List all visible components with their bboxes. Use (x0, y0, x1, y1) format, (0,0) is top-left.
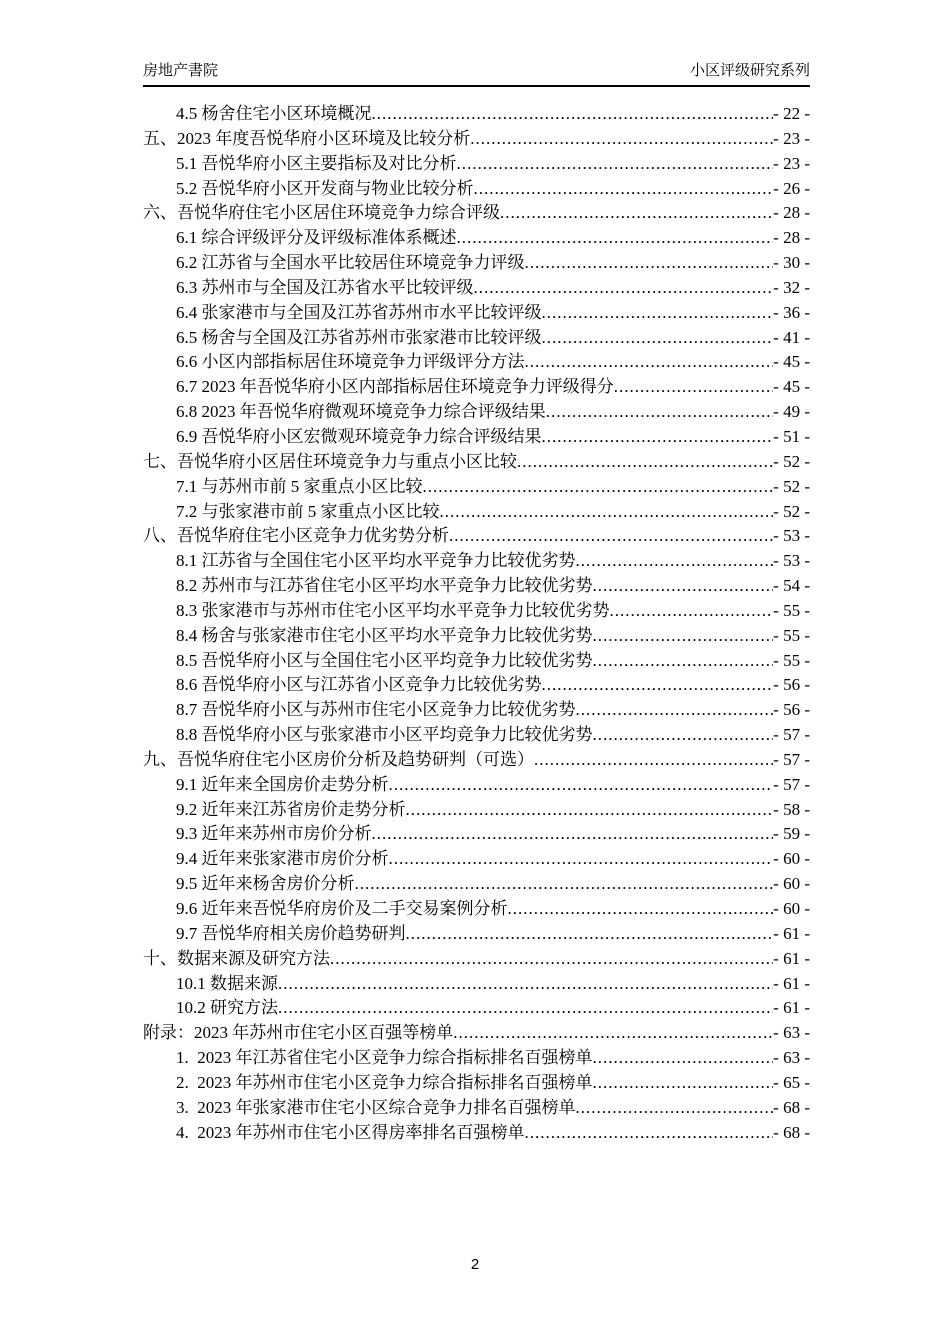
toc-entry[interactable] (143, 226, 810, 251)
toc-entry-title: 6.3 苏州市与全国及江苏省水平比较评级 (176, 277, 474, 297)
toc-entry[interactable] (143, 549, 810, 574)
toc-leader-dots (525, 1121, 774, 1146)
toc-leader-dots (440, 500, 774, 525)
toc-entry[interactable] (143, 773, 810, 798)
toc-leader-dots (542, 425, 774, 450)
toc-entry-title: 6.1 综合评级评分及评级标准体系概述 (176, 228, 457, 248)
toc-entry[interactable] (143, 1096, 810, 1121)
toc-entry-page: - 53 - (773, 551, 810, 571)
toc-entry-title: 9.5 近年来杨舍房价分析 (176, 874, 355, 894)
toc-entry-title: 1. 2023 年江苏省住宅小区竞争力综合指标排名百强榜单 (176, 1048, 593, 1068)
toc-leader-dots (593, 723, 774, 748)
toc-entry-title: 3. 2023 年张家港市住宅小区综合竞争力排名百强榜单 (176, 1097, 576, 1117)
toc-leader-dots (372, 822, 774, 847)
toc-entry[interactable] (143, 301, 810, 326)
toc-entry[interactable] (143, 698, 810, 723)
toc-entry[interactable] (143, 201, 810, 226)
toc-entry-title: 5.1 吾悦华府小区主要指标及对比分析 (176, 153, 457, 173)
toc-entry[interactable] (143, 152, 810, 177)
toc-entry[interactable] (143, 1121, 810, 1146)
header-left-text: 房地产書院 (143, 62, 219, 79)
toc-entry-page: - 60 - (773, 874, 810, 894)
toc-leader-dots (457, 226, 774, 251)
toc-entry[interactable] (143, 1071, 810, 1096)
toc-entry-title: 6.9 吾悦华府小区宏微观环境竞争力综合评级结果 (176, 426, 542, 446)
toc-leader-dots (542, 301, 774, 326)
toc-leader-dots (389, 773, 774, 798)
toc-leader-dots (593, 574, 774, 599)
toc-leader-dots (406, 798, 774, 823)
toc-entry[interactable] (143, 972, 810, 997)
toc-entry-page: - 61 - (773, 948, 810, 968)
toc-entry[interactable] (143, 1046, 810, 1071)
toc-entry-title: 9.2 近年来江苏省房价走势分析 (176, 799, 406, 819)
page-footer (0, 1256, 950, 1273)
toc-entry[interactable] (143, 375, 810, 400)
toc-entry[interactable] (143, 947, 810, 972)
toc-leader-dots (576, 1096, 774, 1121)
toc-entry-page: - 26 - (773, 178, 810, 198)
toc-entry[interactable] (143, 276, 810, 301)
toc-leader-dots (457, 152, 774, 177)
header-right-text: 小区评级研究系列 (689, 62, 810, 79)
toc-entry[interactable] (143, 425, 810, 450)
toc-entry[interactable] (143, 897, 810, 922)
toc-leader-dots (449, 524, 773, 549)
toc-leader-dots (593, 624, 774, 649)
toc-leader-dots (372, 102, 774, 127)
toc-entry-title: 2. 2023 年苏州市住宅小区竞争力综合指标排名百强榜单 (176, 1072, 593, 1092)
toc-entry-title: 附录：2023 年苏州市住宅小区百强等榜单 (143, 1023, 454, 1043)
toc-entry-page: - 41 - (773, 327, 810, 347)
toc-entry-title: 9.7 吾悦华府相关房价趋势研判 (176, 923, 406, 943)
toc-entry-title: 九、吾悦华府住宅小区房价分析及趋势研判（可选） (143, 749, 534, 769)
toc-leader-dots (330, 947, 773, 972)
toc-entry-page: - 55 - (773, 625, 810, 645)
toc-entry[interactable] (143, 922, 810, 947)
toc-entry-title: 八、吾悦华府住宅小区竞争力优劣势分析 (143, 526, 449, 546)
toc-entry-title: 8.1 江苏省与全国住宅小区平均水平竞争力比较优劣势 (176, 551, 576, 571)
toc-leader-dots (278, 972, 773, 997)
toc-entry[interactable] (143, 475, 810, 500)
toc-entry-title: 9.6 近年来吾悦华府房价及二手交易案例分析 (176, 899, 508, 918)
toc-entry-page: - 53 - (773, 526, 810, 546)
toc-entry-page: - 58 - (773, 799, 810, 819)
toc-entry-page: - 59 - (773, 824, 810, 844)
toc-entry-page: - 55 - (773, 650, 810, 670)
toc-entry-title: 8.8 吾悦华府小区与张家港市小区平均竞争力比较优劣势 (176, 725, 593, 745)
toc-leader-dots (576, 549, 774, 574)
toc-leader-dots (470, 127, 773, 152)
toc-entry-page: - 30 - (773, 253, 810, 273)
toc-leader-dots (542, 673, 774, 698)
toc-leader-dots (517, 450, 773, 475)
toc-entry[interactable] (143, 500, 810, 525)
toc-entry-title: 6.7 2023 年吾悦华府小区内部指标居住环境竞争力评级得分 (176, 377, 614, 397)
toc-entry-page: - 55 - (773, 600, 810, 620)
toc-entry-page: - 49 - (773, 402, 810, 422)
toc-entry-page: - 57 - (773, 725, 810, 745)
toc-leader-dots (534, 748, 773, 773)
toc-entry-title: 十、数据来源及研究方法 (143, 948, 330, 968)
toc-entry-page: - 65 - (773, 1072, 810, 1092)
toc-entry[interactable] (143, 450, 810, 475)
toc-entry[interactable] (143, 1021, 810, 1046)
toc-entry[interactable] (143, 400, 810, 425)
toc-entry[interactable] (143, 524, 810, 549)
page-number: 2 (470, 1256, 480, 1273)
toc-entry[interactable] (143, 872, 810, 897)
toc-entry[interactable] (143, 599, 810, 624)
toc-entry-page: - 68 - (773, 1122, 810, 1142)
toc-entry-title: 8.5 吾悦华府小区与全国住宅小区平均竞争力比较优劣势 (176, 650, 593, 670)
toc-entry[interactable] (143, 350, 810, 375)
toc-leader-dots (508, 897, 774, 922)
toc-entry-page: - 52 - (773, 476, 810, 496)
toc-entry[interactable] (143, 748, 810, 773)
toc-leader-dots (389, 847, 774, 872)
toc-entry-page: - 61 - (773, 923, 810, 943)
toc-entry-title: 9.3 近年来苏州市房价分析 (176, 824, 372, 844)
toc-entry-title: 8.6 吾悦华府小区与江苏省小区竞争力比较优劣势 (176, 675, 542, 695)
toc-entry[interactable] (143, 673, 810, 698)
toc-entry[interactable] (143, 127, 810, 152)
toc-entry-title: 6.2 江苏省与全国水平比较居住环境竞争力评级 (176, 253, 525, 273)
toc-entry-page: - 61 - (773, 973, 810, 993)
toc-entry-title: 9.1 近年来全国房价走势分析 (176, 774, 389, 794)
toc-entry[interactable] (143, 723, 810, 748)
toc-leader-dots (525, 251, 774, 276)
toc-entry-page: - 68 - (773, 1097, 810, 1117)
toc-entry-title: 10.1 数据来源 (176, 973, 278, 993)
toc-entry-page: - 45 - (773, 352, 810, 372)
toc-entry-page: - 60 - (773, 849, 810, 869)
toc-entry[interactable] (143, 251, 810, 276)
toc-entry-title: 6.6 小区内部指标居住环境竞争力评级评分方法 (176, 352, 525, 372)
toc-entry[interactable] (143, 177, 810, 202)
toc-entry[interactable] (143, 649, 810, 674)
toc-entry-page: - 54 - (773, 576, 810, 596)
toc-entry-title: 七、吾悦华府小区居住环境竞争力与重点小区比较 (143, 451, 517, 471)
toc-entry-title: 6.4 张家港市与全国及江苏省苏州市水平比较评级 (176, 302, 542, 322)
toc-entry-title: 8.2 苏州市与江苏省住宅小区平均水平竞争力比较优劣势 (176, 576, 593, 596)
toc-entry[interactable] (143, 822, 810, 847)
toc-entry-page: - 52 - (773, 451, 810, 471)
toc-leader-dots (355, 872, 774, 897)
toc-leader-dots (610, 599, 774, 624)
toc-entry-page: - 52 - (773, 501, 810, 521)
toc-entry[interactable] (143, 847, 810, 872)
toc-leader-dots (278, 996, 773, 1021)
toc-leader-dots (546, 400, 773, 425)
toc-entry[interactable] (143, 574, 810, 599)
toc-entry-page: - 28 - (773, 203, 810, 223)
toc-entry[interactable] (143, 624, 810, 649)
toc-entry-page: - 63 - (773, 1023, 810, 1043)
toc-leader-dots (423, 475, 774, 500)
toc-entry-page: - 32 - (773, 277, 810, 297)
toc-entry-title: 9.4 近年来张家港市房价分析 (176, 849, 389, 869)
toc-leader-dots (593, 1071, 774, 1096)
toc-entry-title: 6.8 2023 年吾悦华府微观环境竞争力综合评级结果 (176, 402, 546, 422)
table-of-contents (143, 102, 810, 1145)
toc-entry-title: 7.2 与张家港市前 5 家重点小区比较 (176, 501, 440, 521)
toc-leader-dots (542, 326, 774, 351)
toc-entry-title: 7.1 与苏州市前 5 家重点小区比较 (176, 476, 423, 496)
toc-entry-title: 4. 2023 年苏州市住宅小区得房率排名百强榜单 (176, 1122, 525, 1142)
toc-leader-dots (406, 922, 774, 947)
toc-leader-dots (614, 375, 773, 400)
toc-entry-title: 五、2023 年度吾悦华府小区环境及比较分析 (143, 128, 471, 148)
toc-leader-dots (593, 649, 774, 674)
toc-leader-dots (474, 276, 774, 301)
toc-entry-title: 8.7 吾悦华府小区与苏州市住宅小区竞争力比较优劣势 (176, 700, 576, 720)
toc-entry-page: - 23 - (773, 128, 810, 148)
toc-entry-page: - 56 - (773, 700, 810, 720)
toc-entry-page: - 63 - (773, 1048, 810, 1068)
toc-entry-page: - 22 - (773, 104, 810, 123)
toc-entry[interactable] (143, 326, 810, 351)
toc-leader-dots (525, 350, 774, 375)
toc-entry-page: - 56 - (773, 675, 810, 695)
toc-entry-page: - 28 - (773, 228, 810, 248)
toc-entry-title: 8.4 杨舍与张家港市住宅小区平均水平竞争力比较优劣势 (176, 625, 593, 645)
toc-entry-page: - 45 - (773, 377, 810, 397)
toc-entry-title: 6.5 杨舍与全国及江苏省苏州市张家港市比较评级 (176, 327, 542, 347)
toc-entry-page: - 57 - (773, 749, 810, 769)
toc-leader-dots (593, 1046, 774, 1071)
toc-entry-page: - 23 - (773, 153, 810, 173)
toc-entry[interactable] (143, 102, 810, 127)
page-header (143, 61, 810, 87)
toc-entry-page: - 57 - (773, 774, 810, 794)
toc-entry-title: 8.3 张家港市与苏州市住宅小区平均水平竞争力比较优劣势 (176, 600, 610, 620)
toc-entry-page: - 60 - (773, 899, 810, 918)
toc-entry-page: - 51 - (773, 426, 810, 446)
toc-leader-dots (576, 698, 774, 723)
toc-entry-page: - 61 - (773, 998, 810, 1018)
toc-entry[interactable] (143, 798, 810, 823)
toc-leader-dots (500, 201, 773, 226)
toc-entry-title: 10.2 研究方法 (176, 998, 278, 1018)
toc-entry-page: - 36 - (773, 302, 810, 322)
toc-entry-title: 5.2 吾悦华府小区开发商与物业比较分析 (176, 178, 474, 198)
toc-entry-title: 4.5 杨舍住宅小区环境概况 (176, 104, 372, 123)
toc-entry-title: 六、吾悦华府住宅小区居住环境竞争力综合评级 (143, 203, 500, 223)
toc-leader-dots (474, 177, 774, 202)
toc-entry[interactable] (143, 996, 810, 1021)
toc-leader-dots (453, 1021, 773, 1046)
